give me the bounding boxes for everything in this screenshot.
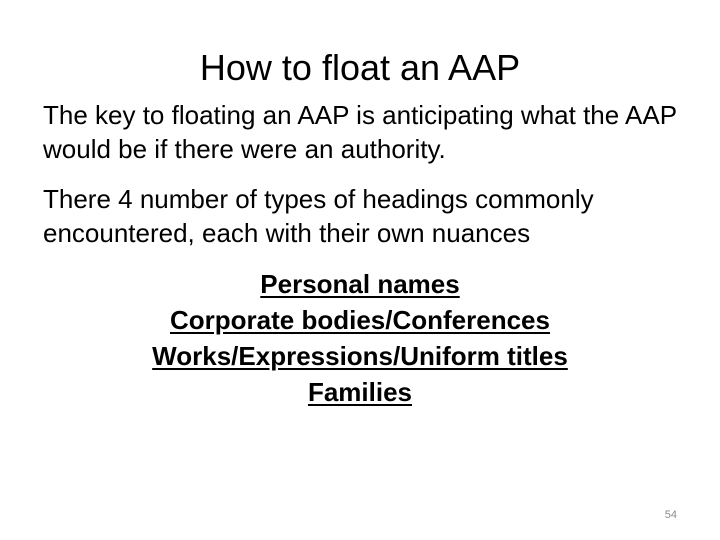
heading-type-corporate-bodies: Corporate bodies/Conferences xyxy=(170,305,550,335)
intro-paragraph: The key to floating an AAP is anticipating what the AAP would be if there were an authority. xyxy=(43,100,677,164)
heading-types-list xyxy=(0,266,720,410)
slide-number: 54 xyxy=(664,509,677,521)
heading-type-works-expressions: Works/Expressions/Uniform titles xyxy=(152,341,568,371)
heading-types-paragraph: There 4 number of types of headings commonly encountered, each with their own nuances xyxy=(43,184,594,248)
heading-type-personal-names: Personal names xyxy=(260,269,460,299)
heading-type-families: Families xyxy=(307,377,413,407)
slide-title: How to float an AAP xyxy=(199,47,521,88)
